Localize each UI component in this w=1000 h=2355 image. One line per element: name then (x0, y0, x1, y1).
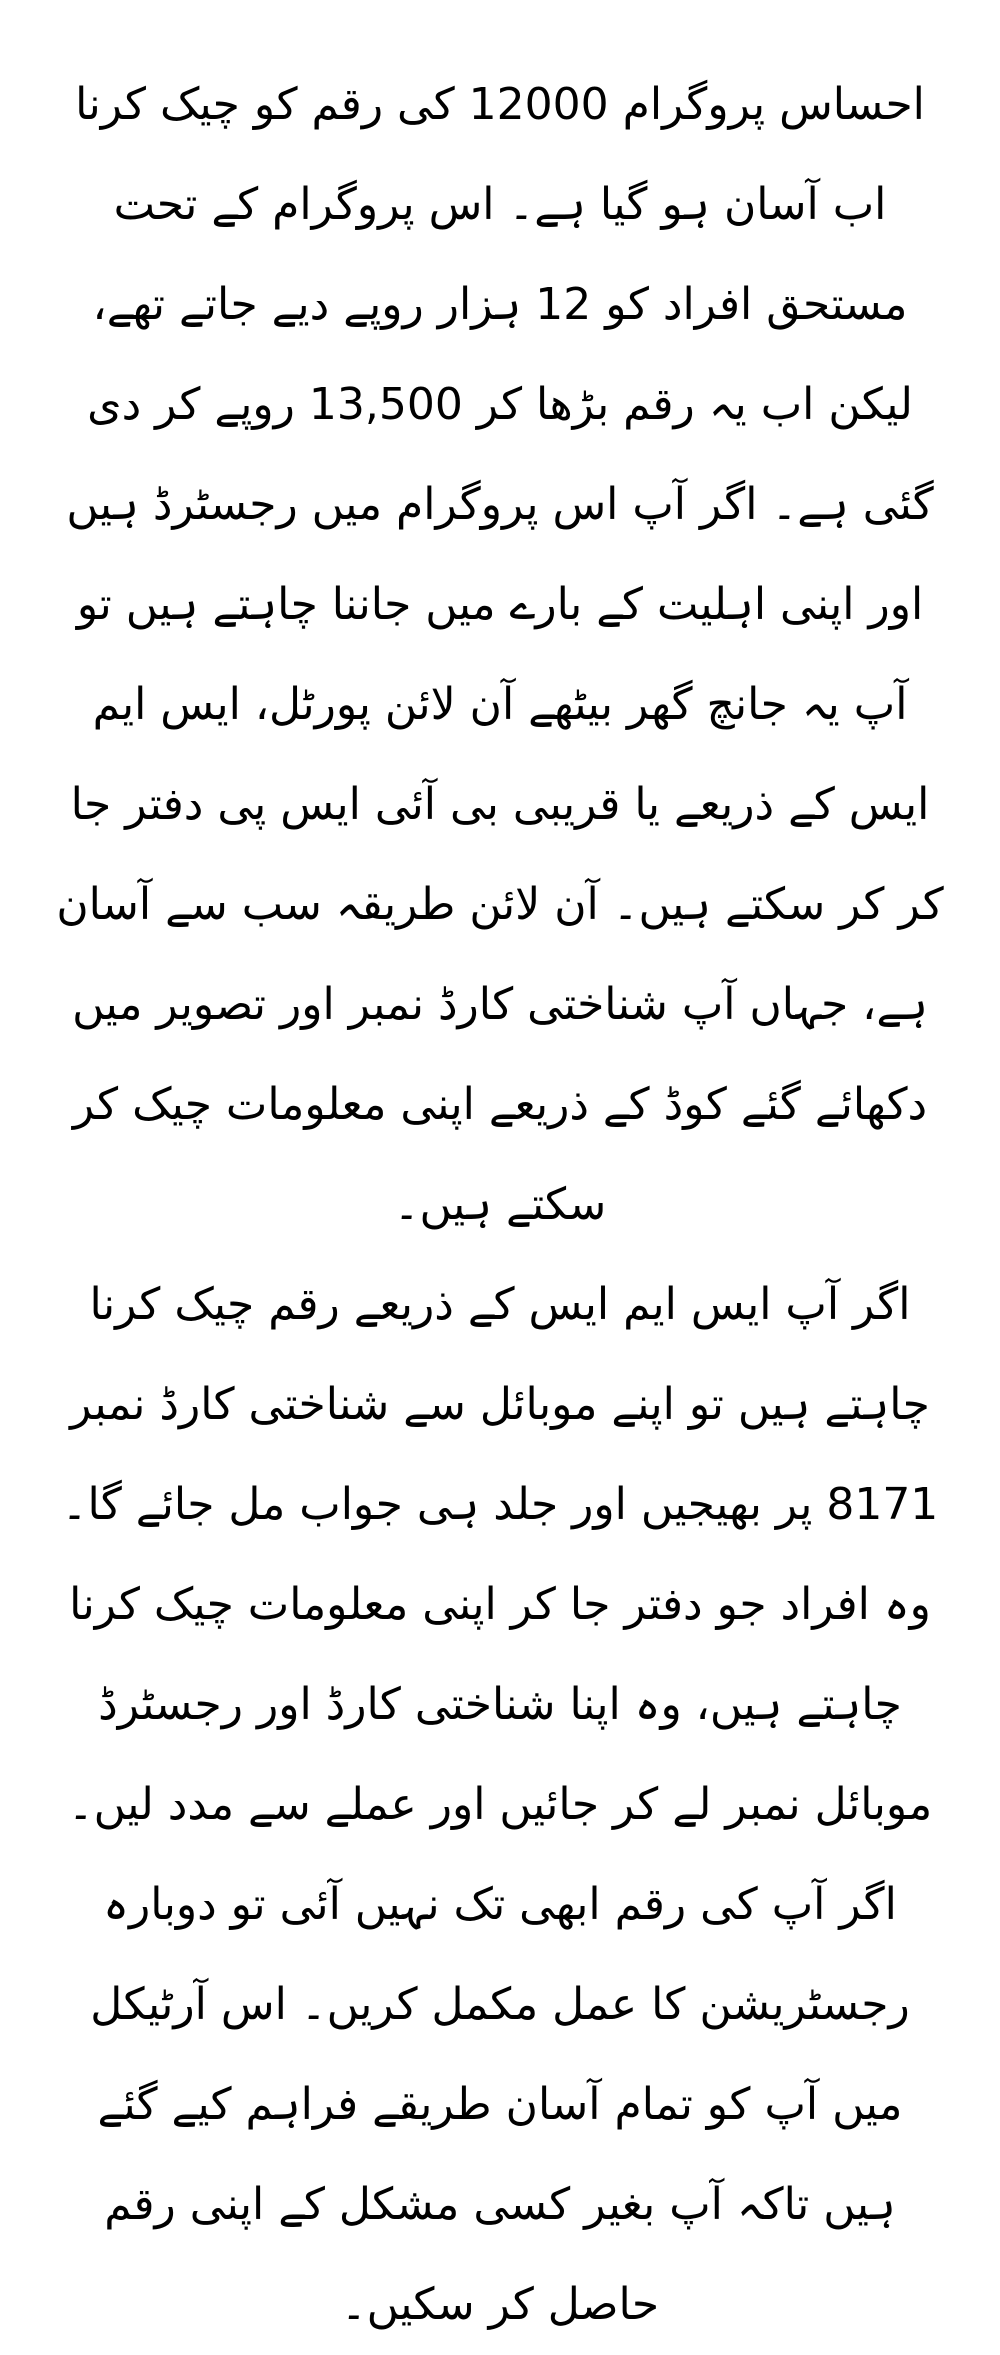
article-body (55, 55, 945, 2355)
paragraph-2: اگر آپ ایس ایم ایس کے ذریعے رقم چیک کرنا چاہتے ہیں تو اپنے موبائل سے شناختی کارڈ نمبر 8171 پر بھیجیں اور جلد ہی جواب مل جائے گا۔ وہ افراد جو دفتر جا کر اپنی معلومات چیک کرنا چاہتے ہیں، وہ اپنا شناختی کارڈ اور رجسٹرڈ موبائل نمبر لے کر جائیں اور عملے سے مدد لیں۔ اگر آپ کی رقم ابھی تک نہیں آئی تو دوبارہ رجسٹریشن کا عمل مکمل کریں۔ اس آرٹیکل میں آپ کو تمام آسان طریقے فراہم کیے گئے ہیں تاکہ آپ بغیر کسی مشکل کے اپنی رقم حاصل کر سکیں۔ (61, 1279, 939, 2330)
paragraph-1: احساس پروگرام 12000 کی رقم کو چیک کرنا اب آسان ہو گیا ہے۔ اس پروگرام کے تحت مستحق افراد کو 12 ہزار روپے دیے جاتے تھے، لیکن اب یہ رقم بڑھا کر 13,500 روپے کر دی گئی ہے۔ اگر آپ اس پروگرام میں رجسٹرڈ ہیں اور اپنی اہلیت کے بارے میں جاننا چاہتے ہیں تو آپ یہ جانچ گھر بیٹھے آن لائن پورٹل، ایس ایم ایس کے ذریعے یا قریبی بی آئی ایس پی دفتر جا کر کر سکتے ہیں۔ آن لائن طریقہ سب سے آسان ہے، جہاں آپ شناختی کارڈ نمبر اور تصویر میں دکھائے گئے کوڈ کے ذریعے اپنی معلومات چیک کر سکتے ہیں۔ (56, 79, 944, 1230)
